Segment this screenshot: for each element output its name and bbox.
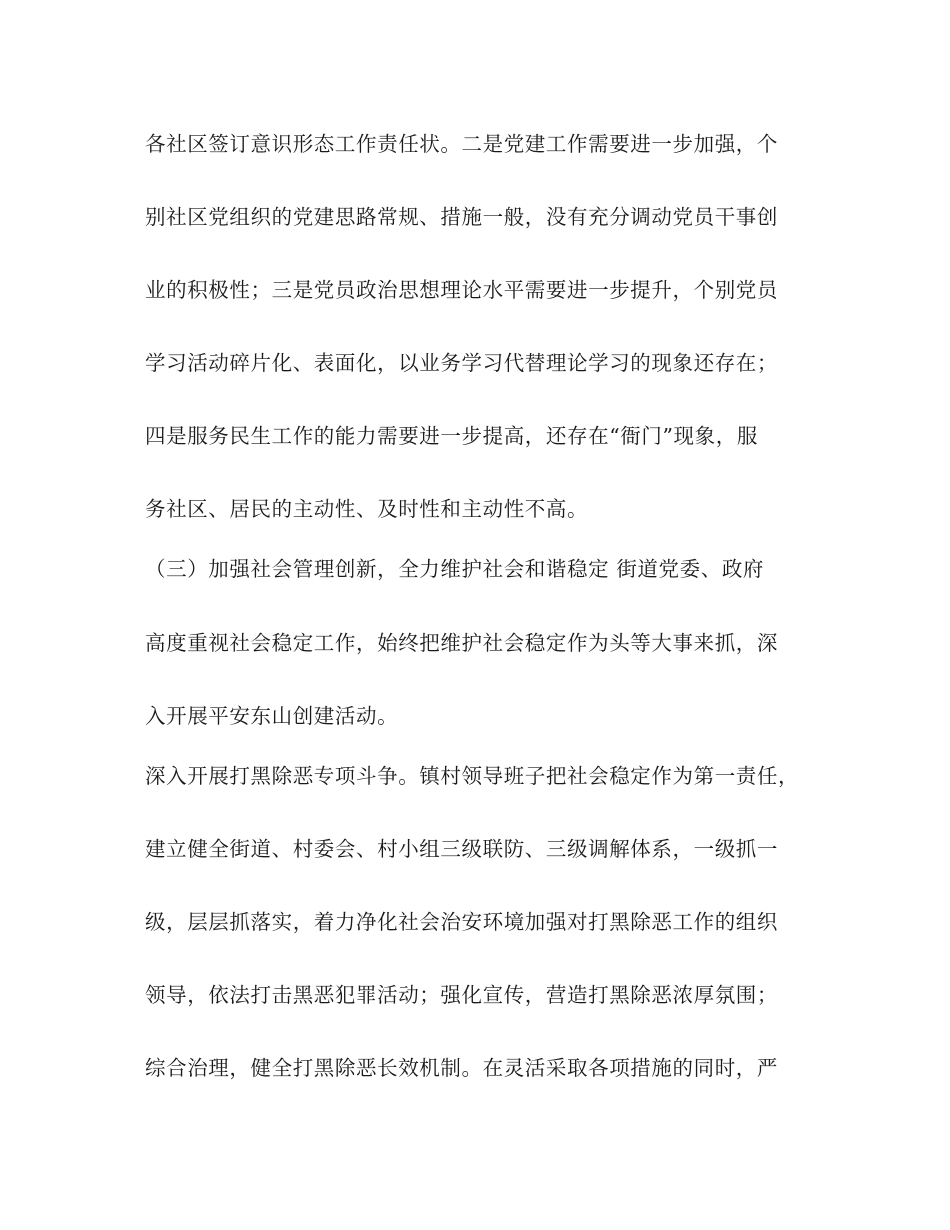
text-line: 深入开展打黑除恶专项斗争。镇村领导班子把社会稳定作为第一责任，	[145, 764, 800, 788]
text-line: 入开展平安东山创建活动。	[145, 704, 399, 728]
text-line: 别社区党组织的党建思路常规、措施一般，没有充分调动党员干事创	[145, 205, 778, 229]
text-line: 高度重视社会稳定工作，始终把维护社会稳定作为头等大事来抓，深	[145, 631, 778, 655]
text-line: 综合治理，健全打黑除恶长效机制。在灵活采取各项措施的同时，严	[145, 1056, 778, 1080]
text-line: 领导，依法打击黑恶犯罪活动；强化宣传，营造打黑除恶浓厚氛围；	[145, 983, 778, 1007]
text-line: 业的积极性；三是党员政治思想理论水平需要进一步提升，个别党员	[145, 278, 778, 302]
text-line: 各社区签订意识形态工作责任状。二是党建工作需要进一步加强，个	[145, 132, 778, 156]
text-line: 务社区、居民的主动性、及时性和主动性不高。	[145, 497, 589, 521]
text-line: 级，层层抓落实，着力净化社会治安环境加强对打黑除恶工作的组织	[145, 910, 778, 934]
section-heading-line: （三）加强社会管理创新，全力维护社会和谐稳定 街道党委、政府	[145, 557, 765, 581]
text-line: 学习活动碎片化、表面化，以业务学习代替理论学习的现象还存在；	[145, 351, 778, 375]
text-line: 四是服务民生工作的能力需要进一步提高，还存在“衙门”现象，服	[145, 424, 758, 448]
text-line: 建立健全街道、村委会、村小组三级联防、三级调解体系，一级抓一	[145, 837, 778, 861]
